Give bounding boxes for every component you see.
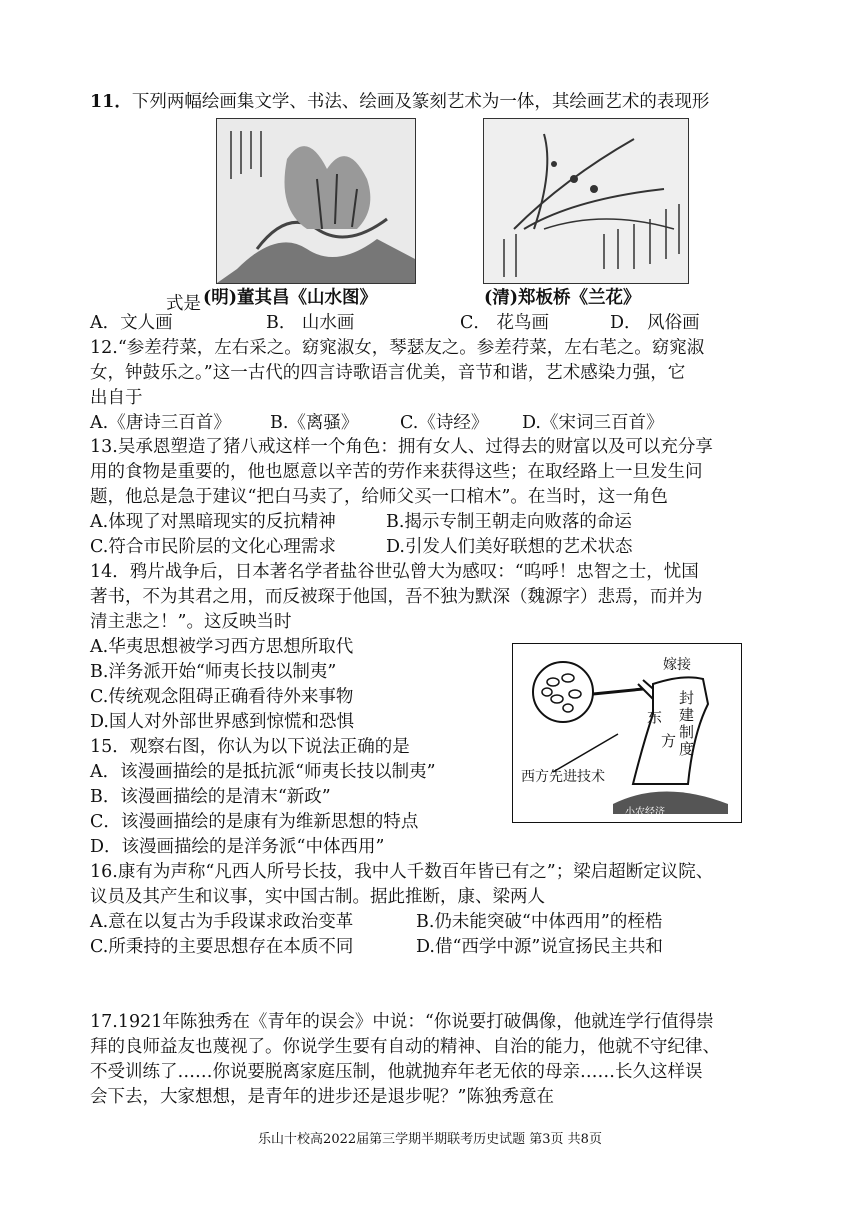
q14-option-d[interactable]: D.国人对外部世界感到惊慌和恐惧 bbox=[90, 712, 354, 732]
q14-option-a[interactable]: A.华夷思想被学习西方思想所取代 bbox=[90, 637, 354, 657]
q17-line-3: 不受训练了……你说要脱离家庭压制，他就抛弃年老无依的母亲……长久这样误 bbox=[90, 1062, 703, 1082]
q12-option-d[interactable]: D.《宋词三百首》 bbox=[522, 413, 664, 433]
q13-option-b[interactable]: B.揭示专制王朝走向败落的命运 bbox=[386, 512, 632, 532]
q12-option-c[interactable]: C.《诗经》 bbox=[400, 413, 489, 433]
q14-line-2: 著书，不为其君之用，而反被琛于他国，吾不独为默深（魏源字）悲焉，而并为 bbox=[90, 587, 703, 607]
q16-line-2: 议员及其产生和议事，实中国古制。据此推断，康、梁两人 bbox=[90, 887, 545, 907]
q11-stem-continued: 式是 bbox=[166, 294, 201, 314]
q16-option-a[interactable]: A.意在以复古为手段谋求政治变革 bbox=[90, 912, 354, 932]
cartoon-label-graft: 嫁接 bbox=[663, 657, 691, 673]
q13-option-a[interactable]: A.体现了对黑暗现实的反抗精神 bbox=[90, 512, 336, 532]
q11-option-b[interactable]: B． 山水画 bbox=[266, 313, 355, 333]
q11-number: 11． bbox=[90, 92, 132, 112]
caption-landscape: (明)董其昌《山水图》 bbox=[203, 288, 378, 308]
q16-option-d[interactable]: D.借“西学中源”说宣扬民主共和 bbox=[416, 937, 663, 957]
q16-option-b[interactable]: B.仍未能突破“中体西用”的桎梏 bbox=[416, 912, 663, 932]
q11-option-c[interactable]: C． 花鸟画 bbox=[460, 313, 549, 333]
q12-line-3: 出自于 bbox=[90, 388, 143, 408]
q13-line-3: 题，他总是急于建议“把白马卖了，给师父买一口棺木”。在当时，这一角色 bbox=[90, 487, 668, 507]
q13-line-2: 用的食物是重要的，他也愿意以辛苦的劳作来获得这些；在取经路上一旦发生问 bbox=[90, 462, 703, 482]
q15-option-a[interactable]: A．该漫画描绘的是抵抗派“师夷长技以制夷” bbox=[90, 762, 436, 782]
q15-stem: 15．观察右图，你认为以下说法正确的是 bbox=[90, 737, 410, 757]
caption-orchid: (清)郑板桥《兰花》 bbox=[484, 288, 641, 308]
q12-option-b[interactable]: B.《离骚》 bbox=[270, 413, 359, 433]
q15-option-c[interactable]: C．该漫画描绘的是康有为维新思想的特点 bbox=[90, 812, 419, 832]
q14-option-c[interactable]: C.传统观念阻碍正确看待外来事物 bbox=[90, 687, 354, 707]
cartoon-label-fang: 方 bbox=[661, 732, 677, 750]
q14-line-1: 14．鸦片战争后，日本著名学者盐谷世弘曾大为感叹：“呜呼！忠智之士，忧国 bbox=[90, 562, 699, 582]
cartoon-label-western: 西方先进技术 bbox=[521, 769, 605, 785]
q14-option-b[interactable]: B.洋务派开始“师夷长技以制夷” bbox=[90, 662, 337, 682]
q15-option-b[interactable]: B．该漫画描绘的是清末“新政” bbox=[90, 787, 331, 807]
q12-option-a[interactable]: A.《唐诗三百首》 bbox=[90, 413, 231, 433]
q11-option-a[interactable]: A．文人画 bbox=[90, 313, 173, 333]
q16-line-1: 16.康有为声称“凡西人所号长技，我中人千数百年皆已有之”；梁启超断定议院、 bbox=[90, 862, 714, 882]
q17-line-2: 拜的良师益友也蔑视了。你说学生要有自动的精神、自治的能力，他就不守纪律、 bbox=[90, 1037, 720, 1057]
q16-option-c[interactable]: C.所秉持的主要思想存在本质不同 bbox=[90, 937, 354, 957]
cartoon-label-base: 小农经济 bbox=[625, 807, 665, 818]
q11-stem-text: 下列两幅绘画集文学、书法、绘画及篆刻艺术为一体，其绘画艺术的表现形 bbox=[131, 92, 710, 112]
cartoon-label-feudal: 封建制度 bbox=[679, 689, 695, 758]
q13-option-d[interactable]: D.引发人们美好联想的艺术状态 bbox=[386, 537, 633, 557]
q15-option-d[interactable]: D．该漫画描绘的是洋务派“中体西用” bbox=[90, 837, 385, 857]
q11-stem bbox=[90, 90, 709, 114]
cartoon-label-east: 东 bbox=[647, 708, 663, 726]
q11-option-d[interactable]: D． 风俗画 bbox=[610, 313, 700, 333]
page-footer: 乐山十校高2022届第三学期半期联考历史试题 第3页 共8页 bbox=[258, 1132, 602, 1147]
orchid-painting-image bbox=[483, 118, 689, 284]
q17-line-1: 17.1921年陈独秀在《青年的误会》中说：“你说要打破偶像，他就连学行值得崇 bbox=[90, 1012, 714, 1032]
q12-line-2: 女，钟鼓乐之。”这一古代的四言诗歌语言优美，音节和谐，艺术感染力强，它 bbox=[90, 363, 686, 383]
grafting-cartoon-image bbox=[512, 643, 742, 823]
q12-line-1: 12.“参差荇菜，左右采之。窈窕淑女，琴瑟友之。参差荇菜，左右芼之。窈窕淑 bbox=[90, 338, 705, 358]
q13-option-c[interactable]: C.符合市民阶层的文化心理需求 bbox=[90, 537, 336, 557]
q14-line-3: 清主悲之！”。这反映当时 bbox=[90, 612, 292, 632]
landscape-painting-image bbox=[216, 118, 416, 284]
q17-line-4: 会下去，大家想想，是青年的进步还是退步呢？”陈独秀意在 bbox=[90, 1087, 554, 1107]
q13-line-1: 13.吴承恩塑造了猪八戒这样一个角色：拥有女人、过得去的财富以及可以充分享 bbox=[90, 437, 713, 457]
